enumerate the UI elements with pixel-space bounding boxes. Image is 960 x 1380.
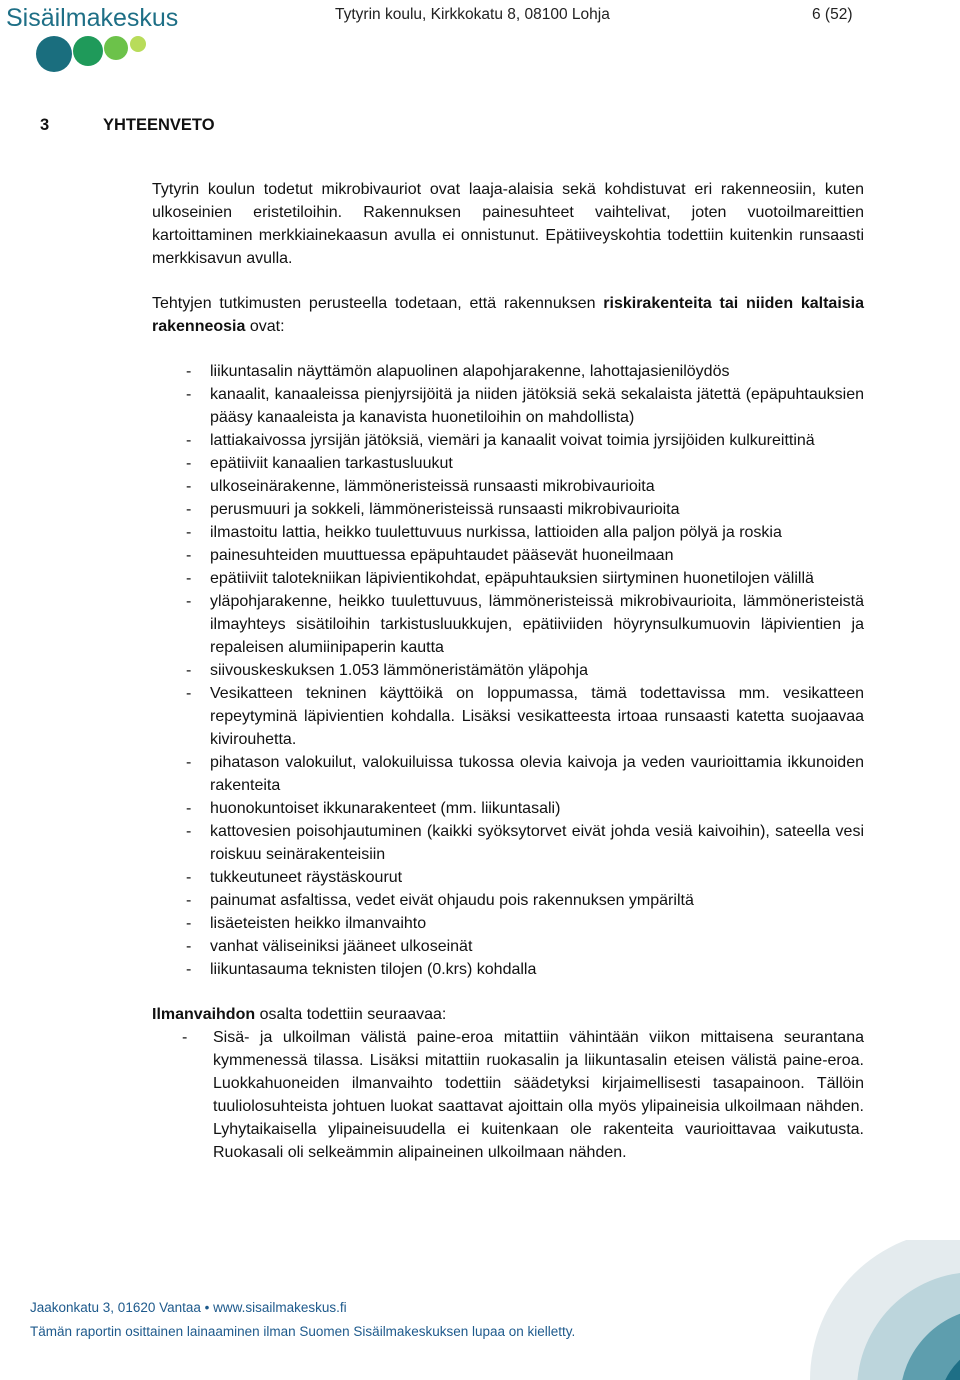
list-item: - painesuhteiden muuttuessa epäpuhtaudet pääsevät huoneilmaan [152,544,864,567]
list-item: - liikuntasalin näyttämön alapuolinen alapohjarakenne, lahottajasienilöydös [152,360,864,383]
list-item: - painumat asfaltissa, vedet eivät ohjaudu pois rakennuksen ympäriltä [152,889,864,912]
ventilation-bold: Ilmanvaihdon [152,1006,256,1023]
header-title: Tytyrin koulu, Kirkkokatu 8, 08100 Lohja [335,6,610,23]
risk-intro-text: Tehtyjen tutkimusten perusteella todetaan, että rakennuksen [152,295,604,312]
list-item: - siivouskeskuksen 1.053 lämmöneristämätön yläpohja [152,659,864,682]
list-item: - liikuntasauma teknisten tilojen (0.krs) kohdalla [152,958,864,981]
list-item: - epätiiviit talotekniikan läpivientikohdat, epäpuhtauksien siirtyminen huonetilojen välillä [152,567,864,590]
list-item: - perusmuuri ja sokkeli, lämmöneristeissä runsaasti mikrobivaurioita [152,498,864,521]
footer-address: Jaakonkatu 3, 01620 Vantaa • www.sisailmakeskus.fi [30,1300,347,1315]
list-item: - Sisä- ja ulkoilman välistä paine-eroa mitattiin vähintään viikon mittaisena seurantana kymmenessä tilassa. Lisäksi mitattiin ruokasalin ja liikuntasalin eteisen välistä paine-eroa. Luokkahuoneiden ilmanvaihto todettiin säädetyksi kirjaimellisesti tasapainoon. Tällöin tuuliolosuhteista johtuen luokat saattavat ajoittain olla myös ylipaineisia ulkoilmaan nähden. Lyhytaikaisella ylipaineisuudella ei kuitenkaan ole rakenteita vaurioittavaa vaikutusta. Ruokasali oli selkeämmin alipaineinen ulkoilmaan nähden. [152,1026,864,1164]
list-item: - tukkeutuneet räystäskourut [152,866,864,889]
list-item: - pihatason valokuilut, valokuiluissa tukossa olevia kaivoja ja veden vaurioittamia ikkunoiden rakenteita [152,751,864,797]
section-title: YHTEENVETO [103,116,215,134]
main-content [152,178,864,1164]
list-item: - epätiiviit kanaalien tarkastusluukut [152,452,864,475]
list-item: - yläpohjarakenne, heikko tuulettuvuus, lämmöneristeissä mikrobivaurioita, lämmöneristeistä ilmayhteys sisätiloihin tarkistusluukkujen, epätiiviiden höyrynsulkumuovin läpivientien ja repaleisen alumiinipaperin kautta [152,590,864,659]
ventilation-list [152,1026,864,1164]
footer-notice: Tämän raportin osittainen lainaaminen ilman Suomen Sisäilmakeskuksen lupaa on kielletty. [30,1324,576,1339]
logo-circles-icon [32,34,172,74]
list-item: - kanaalit, kanaaleissa pienjyrsijöitä ja niiden jätöksiä sekä sekalaista jätettä (epäpuhtauksien pääsy kanaaleista ja kanavista huonetiloihin on mahdollista) [152,383,864,429]
list-item: - huonokuntoiset ikkunarakenteet (mm. liikuntasali) [152,797,864,820]
summary-paragraph: Tytyrin koulun todetut mikrobivauriot ovat laaja-alaisia sekä kohdistuvat eri rakenneosiin, kuten ulkoseinien eristetiloihin. Rakennuksen painesuhteet vaihtelivat, joten vuotoilmareittien kartoittaminen merkkiainekaasun avulla ei onnistunut. Epätiiveyskohtia todettiin kuitenkin runsaasti merkkisavun avulla. [152,181,864,267]
section-number: 3 [40,116,50,134]
footer-decoration-icon [760,1240,960,1380]
risk-intro-end: ovat: [245,318,285,335]
list-item: - kattovesien poisohjautuminen (kaikki syöksytorvet eivät johda vesiä kaivoihin), sateella vesi roiskuu seinärakenteisiin [152,820,864,866]
risk-intro-bold: riskirakenteita tai niiden kaltaisia rakenneosia [152,295,865,335]
list-item: - ilmastoitu lattia, heikko tuulettuvuus nurkissa, lattioiden alla paljon pölyä ja roskia [152,521,864,544]
list-item: - vanhat väliseiniksi jääneet ulkoseinät [152,935,864,958]
ventilation-intro [152,1003,864,1026]
list-item: - lattiakaivossa jyrsijän jätöksiä, viemäri ja kanaalit voivat toimia jyrsijöiden kulkureittinä [152,429,864,452]
risk-intro-paragraph [152,292,864,338]
logo-text: Sisäilmakeskus [6,4,179,32]
section-heading [40,116,215,135]
list-item: - ulkoseinärakenne, lämmöneristeissä runsaasti mikrobivaurioita [152,475,864,498]
list-item: - Vesikatteen tekninen käyttöikä on loppumassa, tämä todettavissa mm. vesikatteen repeytyminä läpivientien kohdalla. Lisäksi vesikatteesta irtoaa runsaasti katetta suojaavaa kivirouhetta. [152,682,864,751]
ventilation-intro-text: osalta todettiin seuraavaa: [255,1006,447,1023]
risk-list [152,360,864,981]
page-number: 6 (52) [812,6,853,23]
logo [6,4,179,74]
list-item: - lisäeteisten heikko ilmanvaihto [152,912,864,935]
